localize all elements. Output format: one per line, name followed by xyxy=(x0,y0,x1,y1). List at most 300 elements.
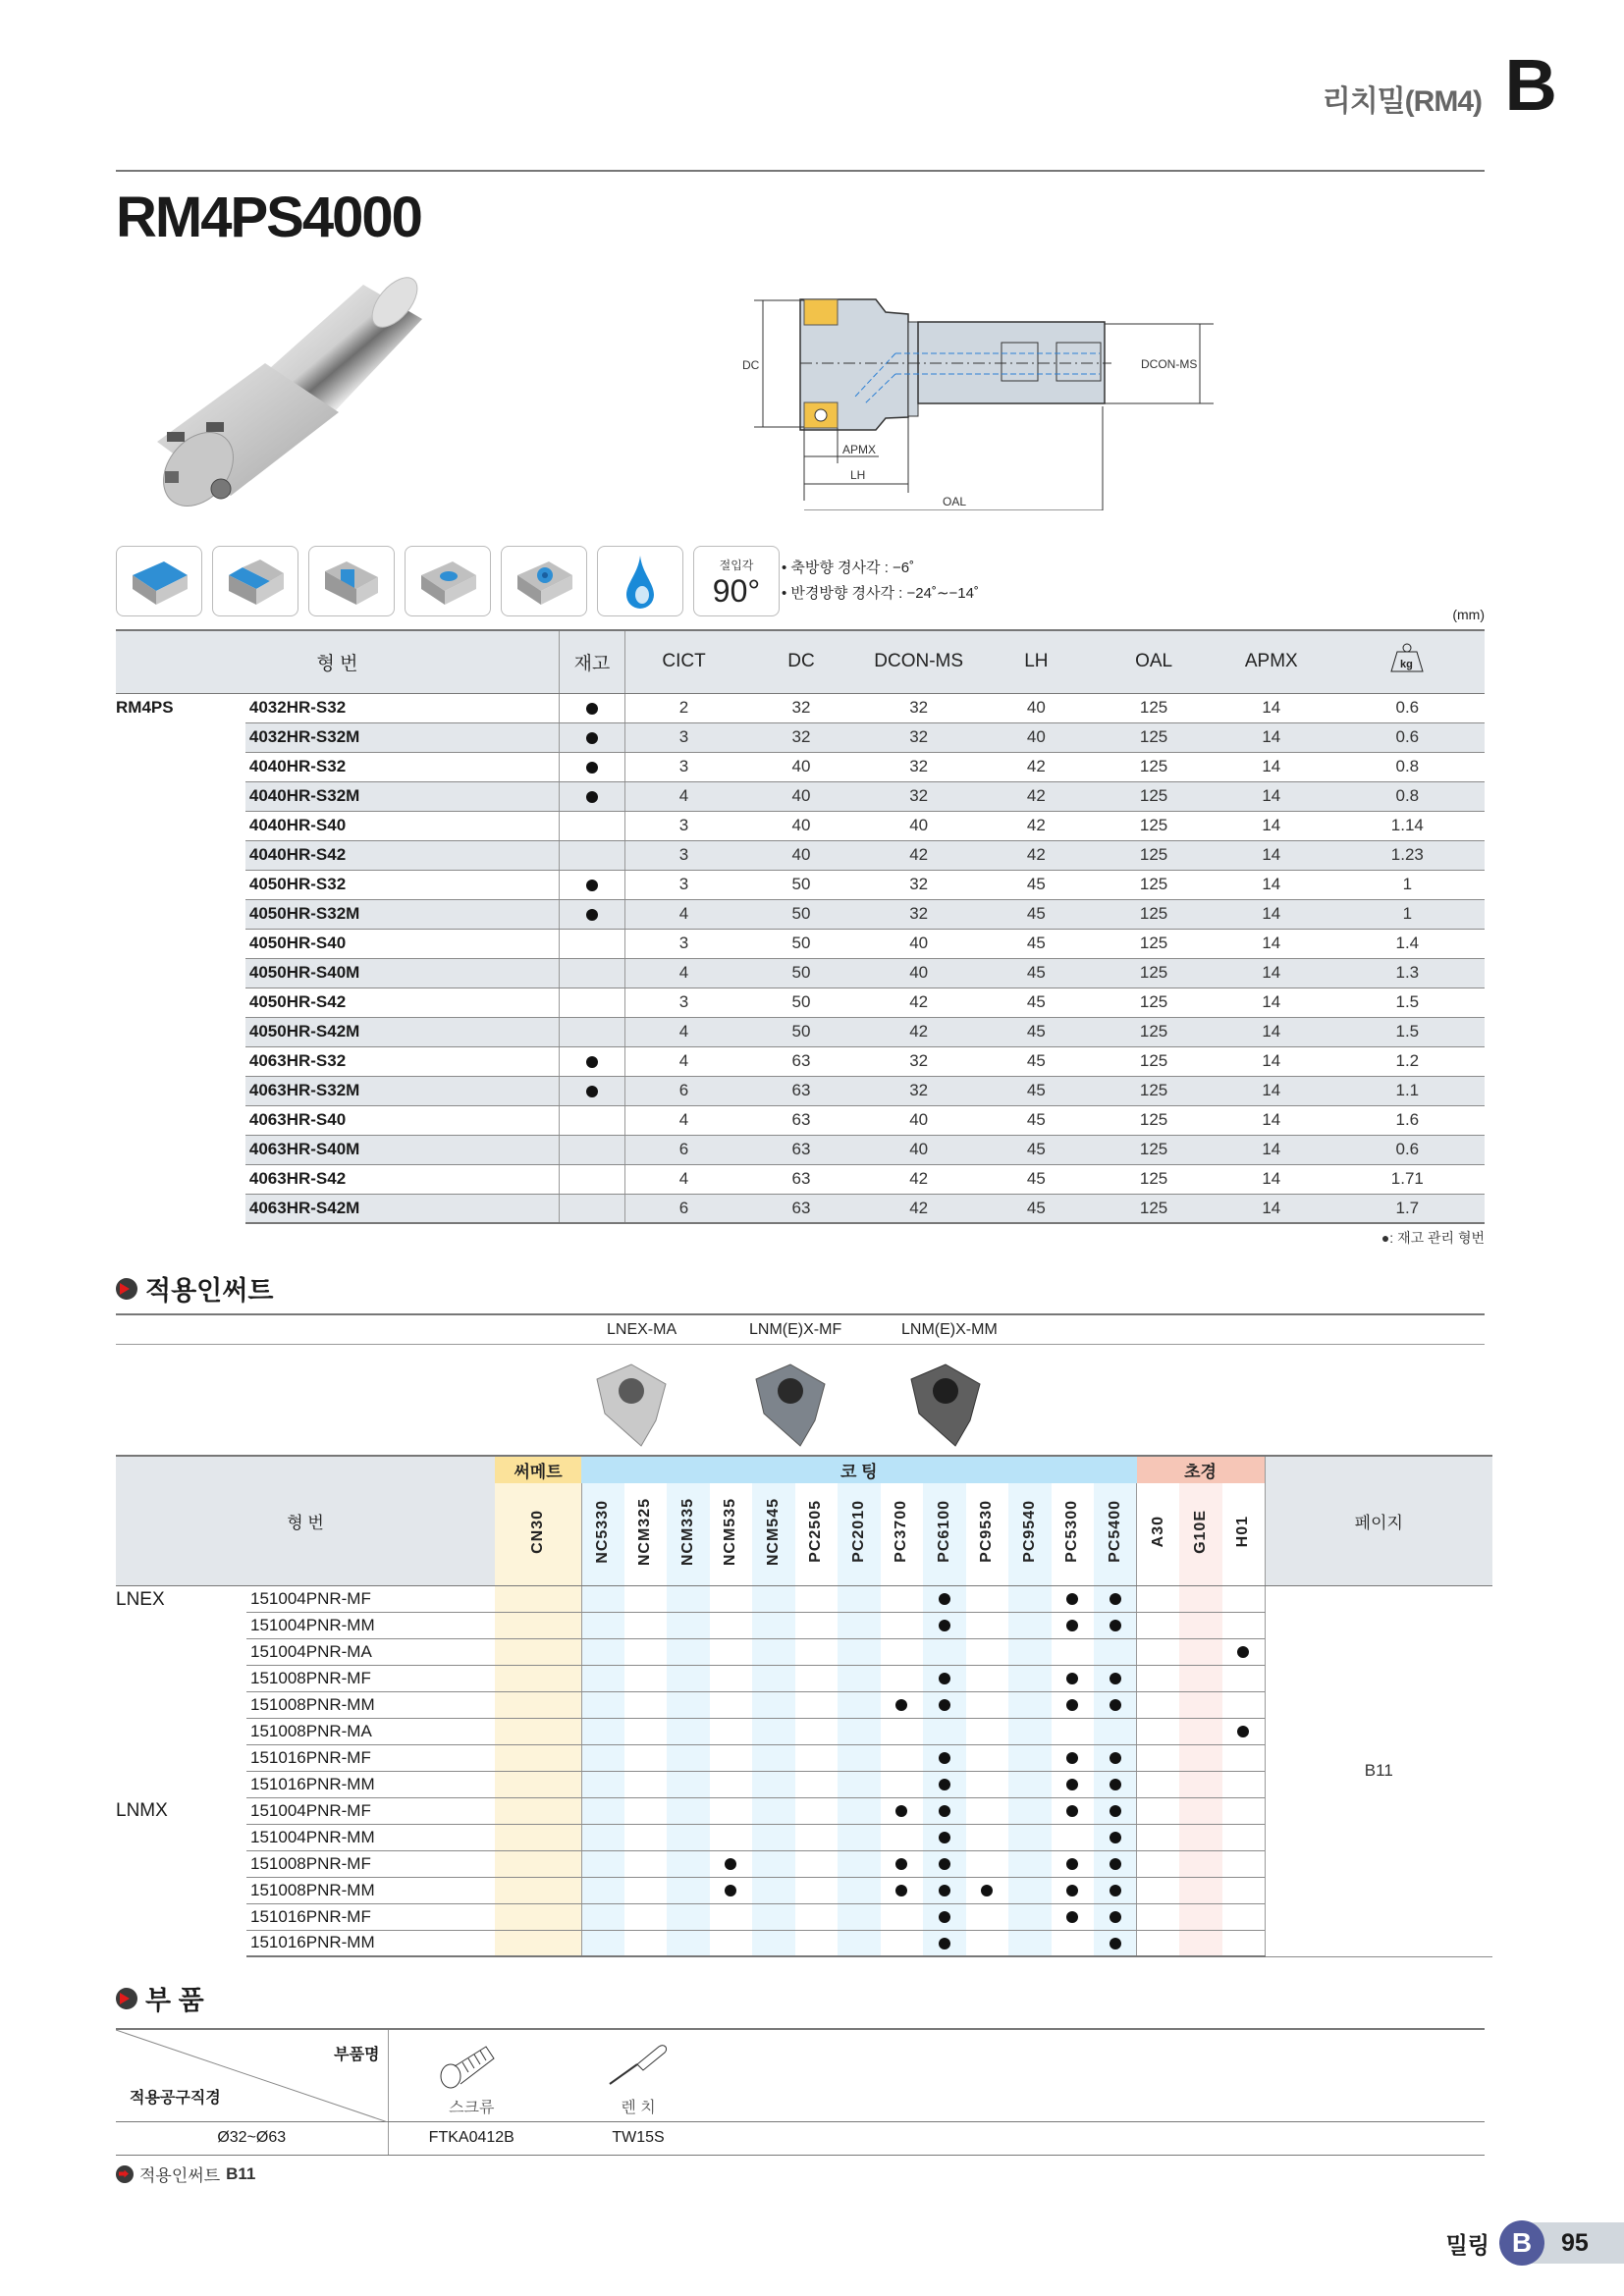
cell-oal: 125 xyxy=(1095,1164,1213,1194)
cell-kg: 1.71 xyxy=(1330,1164,1485,1194)
header-lh: LH xyxy=(978,630,1096,693)
available-dot-icon xyxy=(1066,1885,1078,1896)
grade-cell xyxy=(838,1585,881,1612)
inserts-section-title: 적용인써트 xyxy=(145,1276,274,1306)
grade-cell xyxy=(838,1638,881,1665)
grade-cell xyxy=(838,1612,881,1638)
grade-cell xyxy=(1222,1877,1266,1903)
grade-cell xyxy=(795,1797,839,1824)
grade-cell xyxy=(752,1877,795,1903)
model-code: 4063HR-S32M xyxy=(245,1076,560,1105)
grade-cell xyxy=(1094,1877,1137,1903)
available-dot-icon xyxy=(939,1752,950,1764)
cell-lh: 45 xyxy=(978,1194,1096,1223)
grade-cell xyxy=(1052,1930,1095,1956)
grade-cell xyxy=(581,1771,624,1797)
grade-cell xyxy=(1052,1903,1095,1930)
grade-cell xyxy=(667,1930,710,1956)
available-dot-icon xyxy=(1237,1646,1249,1658)
grade-cell xyxy=(923,1930,966,1956)
insert-reference-page: B11 xyxy=(226,2163,256,2183)
insert-page-ref[interactable]: B11 xyxy=(1265,1585,1492,1956)
grade-cell xyxy=(966,1612,1009,1638)
grade-cell xyxy=(624,1612,668,1638)
grade-cell xyxy=(1137,1850,1180,1877)
grade-cell xyxy=(710,1638,753,1665)
cell-kg: 0.8 xyxy=(1330,781,1485,811)
grade-cell xyxy=(1179,1930,1222,1956)
cell-dcon: 32 xyxy=(860,722,978,752)
cell-dc: 63 xyxy=(742,1076,860,1105)
insert-model: 151016PNR-MM xyxy=(246,1930,495,1956)
grade-cell xyxy=(966,1718,1009,1744)
grade-cell xyxy=(495,1665,581,1691)
insert-model: 151008PNR-MM xyxy=(246,1877,495,1903)
grade-cell xyxy=(581,1612,624,1638)
grade-cell xyxy=(795,1638,839,1665)
parts-header-row xyxy=(116,2029,1485,2121)
cutter-spec-table xyxy=(116,629,1485,1224)
grade-cell xyxy=(495,1612,581,1638)
grade-cell xyxy=(923,1585,966,1612)
cell-dc: 40 xyxy=(742,811,860,840)
stock-indicator xyxy=(559,929,624,958)
grade-cell xyxy=(1222,1797,1266,1824)
available-dot-icon xyxy=(725,1858,736,1870)
available-dot-icon xyxy=(1110,1858,1121,1870)
grade-cell xyxy=(838,1850,881,1877)
model-code: 4050HR-S32M xyxy=(245,899,560,929)
cell-dc: 40 xyxy=(742,752,860,781)
cell-lh: 45 xyxy=(978,988,1096,1017)
screw-icon xyxy=(437,2041,506,2090)
grade-cell xyxy=(1222,1850,1266,1877)
cell-kg: 1.3 xyxy=(1330,958,1485,988)
cell-oal: 125 xyxy=(1095,1105,1213,1135)
grade-cell xyxy=(581,1718,624,1744)
grade-cell xyxy=(1179,1665,1222,1691)
available-dot-icon xyxy=(939,1832,950,1843)
insert-row xyxy=(116,1585,1492,1612)
cell-oal: 125 xyxy=(1095,840,1213,870)
grade-cell xyxy=(752,1797,795,1824)
cell-cict: 6 xyxy=(624,1135,742,1164)
grade-cell xyxy=(624,1771,668,1797)
grade-pc2505: PC2505 xyxy=(795,1483,839,1585)
grade-cell xyxy=(1008,1585,1052,1612)
grade-cell xyxy=(495,1903,581,1930)
grade-cell xyxy=(581,1665,624,1691)
cell-dcon: 32 xyxy=(860,693,978,722)
cell-kg: 1.6 xyxy=(1330,1105,1485,1135)
unit-label: (mm) xyxy=(1452,607,1485,622)
grade-group-2: 초경 xyxy=(1137,1456,1266,1483)
grade-cell xyxy=(838,1691,881,1718)
grade-cell xyxy=(1222,1903,1266,1930)
grade-cell xyxy=(795,1850,839,1877)
cell-dc: 32 xyxy=(742,722,860,752)
dimension-diagram xyxy=(707,275,1237,510)
table-row xyxy=(116,693,1485,722)
grade-pc5400: PC5400 xyxy=(1094,1483,1137,1585)
grade-cell xyxy=(710,1877,753,1903)
grade-cell xyxy=(710,1718,753,1744)
grade-ncm545: NCM545 xyxy=(752,1483,795,1585)
grade-cell xyxy=(495,1718,581,1744)
cell-kg: 1.5 xyxy=(1330,1017,1485,1046)
grade-cell xyxy=(795,1612,839,1638)
cell-lh: 42 xyxy=(978,781,1096,811)
available-dot-icon xyxy=(895,1885,907,1896)
shoulder-milling-icon xyxy=(212,546,298,616)
insert-type-lnex-ma: LNEX-MA xyxy=(607,1321,677,1338)
model-code: 4063HR-S40 xyxy=(245,1105,560,1135)
radial-rake-angle: • 반경방향 경사각 : −24˚∼−14˚ xyxy=(782,585,979,602)
table-row xyxy=(116,811,1485,840)
cell-dcon: 40 xyxy=(860,929,978,958)
cell-kg: 1.5 xyxy=(1330,988,1485,1017)
insert-header-page: 페이지 xyxy=(1265,1456,1492,1585)
grade-cell xyxy=(710,1665,753,1691)
insert-model: 151004PNR-MM xyxy=(246,1612,495,1638)
cell-lh: 45 xyxy=(978,870,1096,899)
cell-dc: 50 xyxy=(742,929,860,958)
cell-apmx: 14 xyxy=(1213,722,1330,752)
cell-lh: 42 xyxy=(978,752,1096,781)
grade-cell xyxy=(581,1824,624,1850)
cell-apmx: 14 xyxy=(1213,899,1330,929)
grade-cell xyxy=(1137,1665,1180,1691)
available-dot-icon xyxy=(1066,1911,1078,1923)
model-code: 4050HR-S40M xyxy=(245,958,560,988)
grade-cell xyxy=(1179,1903,1222,1930)
available-dot-icon xyxy=(939,1620,950,1631)
available-dot-icon xyxy=(725,1885,736,1896)
grade-cell xyxy=(881,1612,924,1638)
rake-angles xyxy=(782,556,979,607)
available-dot-icon xyxy=(1237,1726,1249,1737)
cell-oal: 125 xyxy=(1095,929,1213,958)
grade-cell xyxy=(710,1850,753,1877)
parts-section-heading xyxy=(116,1979,204,2017)
grade-cell xyxy=(1008,1850,1052,1877)
grade-cell xyxy=(966,1824,1009,1850)
grade-cell xyxy=(624,1850,668,1877)
section-arrow-icon xyxy=(116,1278,137,1300)
grade-ncm535: NCM535 xyxy=(710,1483,753,1585)
available-dot-icon xyxy=(939,1699,950,1711)
header-part-name: 부품명 xyxy=(334,2047,380,2063)
grade-cell xyxy=(667,1638,710,1665)
grade-cell xyxy=(1052,1824,1095,1850)
grade-cell xyxy=(1137,1585,1180,1612)
grade-cell xyxy=(1052,1744,1095,1771)
grade-cell xyxy=(624,1877,668,1903)
grade-cell xyxy=(881,1930,924,1956)
cell-cict: 4 xyxy=(624,958,742,988)
stock-indicator xyxy=(559,988,624,1017)
stock-indicator xyxy=(559,840,624,870)
grade-cell xyxy=(881,1824,924,1850)
insert-page-reference[interactable] xyxy=(116,2162,255,2186)
svg-text:kg: kg xyxy=(1400,659,1414,671)
grade-cell xyxy=(581,1744,624,1771)
cell-lh: 45 xyxy=(978,929,1096,958)
grade-cell xyxy=(667,1612,710,1638)
cell-dc: 63 xyxy=(742,1194,860,1223)
grade-cell xyxy=(1179,1612,1222,1638)
grade-cell xyxy=(581,1850,624,1877)
grade-cell xyxy=(923,1797,966,1824)
cell-oal: 125 xyxy=(1095,1017,1213,1046)
grade-cell xyxy=(1008,1718,1052,1744)
header-divider xyxy=(116,170,1485,172)
grade-cell xyxy=(1222,1824,1266,1850)
cell-apmx: 14 xyxy=(1213,693,1330,722)
grade-cn30: CN30 xyxy=(495,1483,581,1585)
cell-dcon: 40 xyxy=(860,1135,978,1164)
insert-type-lnmex-mf: LNM(E)X-MF xyxy=(749,1321,842,1338)
grade-cell xyxy=(1137,1930,1180,1956)
stock-dot-icon xyxy=(586,732,598,744)
available-dot-icon xyxy=(1110,1699,1121,1711)
available-dot-icon xyxy=(939,1593,950,1605)
header-model: 형 번 xyxy=(116,630,559,693)
insert-model: 151016PNR-MF xyxy=(246,1744,495,1771)
grade-cell xyxy=(1137,1903,1180,1930)
grade-cell xyxy=(752,1850,795,1877)
available-dot-icon xyxy=(1066,1699,1078,1711)
grade-cell xyxy=(1094,1824,1137,1850)
product-image xyxy=(137,275,452,510)
table-row xyxy=(116,870,1485,899)
grade-cell xyxy=(795,1877,839,1903)
grade-cell xyxy=(1179,1771,1222,1797)
available-dot-icon xyxy=(981,1885,993,1896)
grade-cell xyxy=(1222,1691,1266,1718)
grade-cell xyxy=(495,1850,581,1877)
cell-kg: 1.7 xyxy=(1330,1194,1485,1223)
insert-series: LNEX xyxy=(116,1588,165,1610)
part-name-wrench: 렌 치 xyxy=(621,2099,656,2116)
insert-reference-label: 적용인써트 xyxy=(139,2166,221,2185)
grade-cell xyxy=(624,1930,668,1956)
grade-cell xyxy=(1179,1850,1222,1877)
table-row xyxy=(116,752,1485,781)
model-code: 4040HR-S32M xyxy=(245,781,560,811)
grade-cell xyxy=(495,1877,581,1903)
stock-indicator xyxy=(559,1046,624,1076)
pocketing-icon xyxy=(405,546,491,616)
grade-cell xyxy=(838,1797,881,1824)
grade-cell xyxy=(752,1665,795,1691)
grade-cell xyxy=(1008,1744,1052,1771)
available-dot-icon xyxy=(895,1699,907,1711)
grade-cell xyxy=(795,1930,839,1956)
grade-cell xyxy=(1094,1691,1137,1718)
stock-legend: ●: 재고 관리 형번 xyxy=(1380,1230,1485,1246)
cell-apmx: 14 xyxy=(1213,1164,1330,1194)
grade-cell xyxy=(923,1718,966,1744)
slotting-icon xyxy=(308,546,395,616)
grade-cell xyxy=(1008,1797,1052,1824)
stock-dot-icon xyxy=(586,1086,598,1097)
insert-model: 151016PNR-MF xyxy=(246,1903,495,1930)
available-dot-icon xyxy=(1066,1805,1078,1817)
grade-ncm325: NCM325 xyxy=(624,1483,668,1585)
available-dot-icon xyxy=(1110,1752,1121,1764)
cell-dcon: 32 xyxy=(860,1046,978,1076)
cell-kg: 1 xyxy=(1330,870,1485,899)
grade-cell xyxy=(1052,1691,1095,1718)
grade-cell xyxy=(752,1638,795,1665)
cell-cict: 3 xyxy=(624,811,742,840)
grade-cell xyxy=(1052,1665,1095,1691)
lh-label: LH xyxy=(850,468,866,482)
cell-apmx: 14 xyxy=(1213,1105,1330,1135)
model-code: 4050HR-S32 xyxy=(245,870,560,899)
grade-cell xyxy=(667,1850,710,1877)
cell-lh: 45 xyxy=(978,1046,1096,1076)
arrow-right-icon xyxy=(116,2165,134,2183)
grade-cell xyxy=(710,1797,753,1824)
model-code: 4050HR-S42 xyxy=(245,988,560,1017)
stock-dot-icon xyxy=(586,880,598,891)
model-code: 4063HR-S40M xyxy=(245,1135,560,1164)
cell-apmx: 14 xyxy=(1213,1135,1330,1164)
available-dot-icon xyxy=(1066,1752,1078,1764)
grade-cell xyxy=(838,1744,881,1771)
grade-cell xyxy=(966,1850,1009,1877)
cell-dc: 63 xyxy=(742,1135,860,1164)
grade-cell xyxy=(710,1771,753,1797)
cell-lh: 45 xyxy=(978,1105,1096,1135)
grade-cell xyxy=(1052,1771,1095,1797)
grade-cell xyxy=(881,1771,924,1797)
cell-dc: 40 xyxy=(742,840,860,870)
grade-cell xyxy=(1179,1718,1222,1744)
cell-dcon: 40 xyxy=(860,1105,978,1135)
grade-cell xyxy=(667,1665,710,1691)
insert-model: 151008PNR-MF xyxy=(246,1665,495,1691)
cell-oal: 125 xyxy=(1095,899,1213,929)
insert-model: 151004PNR-MM xyxy=(246,1824,495,1850)
grade-cell xyxy=(966,1903,1009,1930)
model-code: 4050HR-S40 xyxy=(245,929,560,958)
grade-cell xyxy=(1137,1744,1180,1771)
insert-lnmex-mm-image xyxy=(901,1360,1000,1448)
insert-model: 151004PNR-MF xyxy=(246,1797,495,1824)
cell-dc: 63 xyxy=(742,1105,860,1135)
grade-cell xyxy=(966,1665,1009,1691)
grade-cell xyxy=(881,1665,924,1691)
available-dot-icon xyxy=(1066,1673,1078,1684)
cell-cict: 3 xyxy=(624,870,742,899)
grade-cell xyxy=(581,1797,624,1824)
cell-dcon: 42 xyxy=(860,1194,978,1223)
grade-h01: H01 xyxy=(1222,1483,1266,1585)
section-arrow-icon xyxy=(116,1988,137,2009)
grade-cell xyxy=(495,1638,581,1665)
stock-indicator xyxy=(559,1164,624,1194)
grade-cell xyxy=(752,1930,795,1956)
table-row xyxy=(116,781,1485,811)
grade-cell xyxy=(1008,1930,1052,1956)
cell-dc: 50 xyxy=(742,1017,860,1046)
grade-cell xyxy=(710,1824,753,1850)
table-row xyxy=(116,1046,1485,1076)
grade-cell xyxy=(881,1877,924,1903)
table-row xyxy=(116,1135,1485,1164)
insert-series: LNMX xyxy=(116,1800,168,1821)
available-dot-icon xyxy=(1066,1779,1078,1790)
grade-cell xyxy=(495,1824,581,1850)
axial-rake-angle: • 축방향 경사각 : −6˚ xyxy=(782,560,915,576)
available-dot-icon xyxy=(1110,1938,1121,1949)
application-icons xyxy=(116,546,780,616)
cell-kg: 1.23 xyxy=(1330,840,1485,870)
cell-apmx: 14 xyxy=(1213,958,1330,988)
model-code: 4040HR-S40 xyxy=(245,811,560,840)
available-dot-icon xyxy=(1066,1858,1078,1870)
grade-cell xyxy=(1094,1665,1137,1691)
cell-oal: 125 xyxy=(1095,693,1213,722)
grade-cell xyxy=(795,1771,839,1797)
insert-model: 151008PNR-MA xyxy=(246,1718,495,1744)
stock-indicator xyxy=(559,1194,624,1223)
grade-cell xyxy=(838,1665,881,1691)
insert-lnex-ma-image xyxy=(587,1360,685,1448)
cell-dcon: 32 xyxy=(860,752,978,781)
grade-cell xyxy=(495,1744,581,1771)
cell-cict: 2 xyxy=(624,693,742,722)
cell-oal: 125 xyxy=(1095,722,1213,752)
grade-cell xyxy=(581,1903,624,1930)
available-dot-icon xyxy=(1110,1805,1121,1817)
grade-cell xyxy=(966,1930,1009,1956)
cell-lh: 45 xyxy=(978,899,1096,929)
cell-apmx: 14 xyxy=(1213,1046,1330,1076)
grade-cell xyxy=(1222,1771,1266,1797)
grade-cell xyxy=(710,1691,753,1718)
helical-interpolation-icon xyxy=(501,546,587,616)
cell-oal: 125 xyxy=(1095,988,1213,1017)
header-dc: DC xyxy=(742,630,860,693)
footer-category: 밀링 xyxy=(1445,2231,1489,2258)
grade-cell xyxy=(1222,1638,1266,1665)
grade-cell xyxy=(923,1691,966,1718)
grade-cell xyxy=(881,1691,924,1718)
grade-cell xyxy=(1052,1638,1095,1665)
cell-apmx: 14 xyxy=(1213,988,1330,1017)
grade-cell xyxy=(1008,1665,1052,1691)
model-code: 4032HR-S32M xyxy=(245,722,560,752)
stock-indicator xyxy=(559,1135,624,1164)
grade-cell xyxy=(710,1612,753,1638)
insert-model: 151004PNR-MF xyxy=(246,1585,495,1612)
dcon-ms-label: DCON-MS xyxy=(1141,357,1198,371)
grade-cell xyxy=(1052,1797,1095,1824)
diameter-range: Ø32~Ø63 xyxy=(116,2121,388,2155)
grade-cell xyxy=(1094,1903,1137,1930)
stock-indicator xyxy=(559,899,624,929)
grade-cell xyxy=(624,1638,668,1665)
available-dot-icon xyxy=(1110,1620,1121,1631)
cell-apmx: 14 xyxy=(1213,752,1330,781)
available-dot-icon xyxy=(939,1911,950,1923)
grade-cell xyxy=(495,1797,581,1824)
grade-cell xyxy=(1137,1612,1180,1638)
